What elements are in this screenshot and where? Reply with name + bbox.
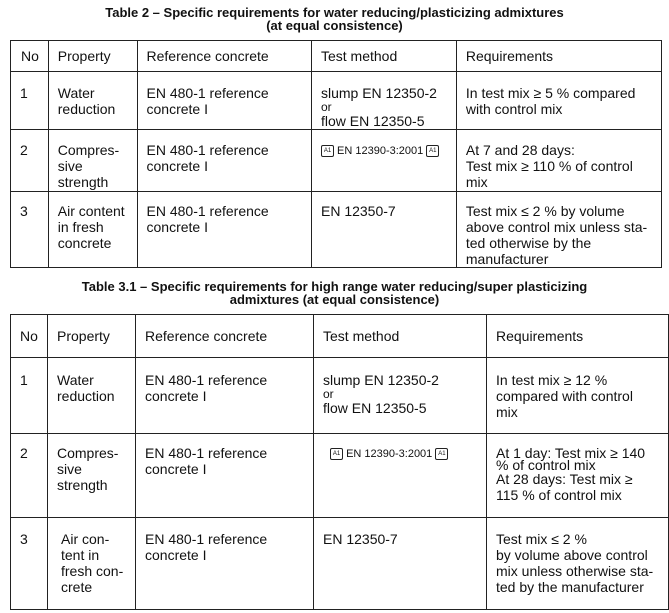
table-row (11, 72, 662, 130)
row-requirements: At 1 day: Test mix ≥ 140 % of control mix At 28 days: Test mix ≥ 115 % of control mix (496, 445, 646, 503)
table31-caption (0, 280, 669, 306)
table-row (11, 358, 669, 434)
row-no: 3 (20, 531, 28, 547)
row-reference: EN 480-1 reference concrete I (146, 142, 269, 174)
row-property: Compres- sive strength (57, 445, 119, 493)
table31-header-reference: Reference concrete (136, 315, 314, 358)
row-requirements: Test mix ≤ 2 % by volume above control mix unless sta- ted otherwise by the manufacturer (465, 203, 648, 267)
table2-header-requirements: Requirements (456, 41, 661, 72)
row-no: 1 (20, 85, 28, 101)
row-reference: EN 480-1 reference concrete I (145, 531, 268, 563)
row-property: Compres- sive strength (57, 142, 120, 190)
row-method: slump EN 12350-2 or flow EN 12350-5 (323, 372, 439, 416)
row-no: 2 (20, 445, 28, 461)
table2-caption-line2: (at equal consistence) (266, 18, 403, 33)
row-requirements: In test mix ≥ 5 % compared with control mix (465, 85, 636, 117)
row-method: EN 12350-7 (320, 203, 396, 219)
row-method: A1 EN 12390-3:2001 A1 (314, 434, 486, 462)
amendment-badge-icon: A1 (426, 145, 439, 157)
table2-caption-line1: Table 2 – Specific requirements for water reducing/plasticizing admixtures (105, 5, 564, 20)
table-row (11, 434, 669, 518)
row-property: Water reduction (57, 372, 115, 404)
table-row (11, 192, 662, 268)
amendment-badge-icon: A1 (435, 448, 448, 460)
row-reference: EN 480-1 reference concrete I (145, 372, 268, 404)
row-requirements: At 7 and 28 days: Test mix ≥ 110 % of control mix (465, 142, 633, 190)
table-row (11, 518, 669, 610)
table31 (10, 314, 669, 610)
table31-caption-line1: Table 3.1 – Specific requirements for high range water reducing/super plasticizing (81, 279, 588, 294)
table2-header-property: Property (48, 41, 137, 72)
row-no: 1 (20, 372, 28, 388)
table31-header-property: Property (48, 315, 136, 358)
row-reference: EN 480-1 reference concrete I (146, 203, 269, 235)
table2-header-reference: Reference concrete (137, 41, 311, 72)
table31-header-method: Test method (314, 315, 487, 358)
table2-header-no: No (11, 41, 49, 72)
table31-header-no: No (11, 315, 48, 358)
table31-header-requirements: Requirements (487, 315, 669, 358)
table2-caption (0, 6, 669, 32)
row-no: 3 (20, 203, 28, 219)
row-property: Air content in fresh concrete (57, 203, 125, 251)
row-reference: EN 480-1 reference concrete I (145, 445, 268, 477)
amendment-badge-icon: A1 (321, 145, 334, 157)
row-method: EN 12350-7 (323, 531, 398, 547)
row-property: Air con- tent in fresh con- crete (61, 531, 124, 595)
table2 (10, 40, 662, 268)
row-requirements: Test mix ≤ 2 % by volume above control mix unless otherwise sta- ted by the manufacturer (496, 531, 654, 595)
row-property: Water reduction (57, 85, 116, 117)
table31-caption-line2: admixtures (at equal consistence) (229, 292, 440, 307)
row-method: A1 EN 12390-3:2001 A1 (312, 130, 456, 159)
row-reference: EN 480-1 reference concrete I (146, 85, 269, 117)
row-requirements: In test mix ≥ 12 % compared with control mix (496, 372, 633, 420)
amendment-badge-icon: A1 (330, 448, 343, 460)
row-method: slump EN 12350-2 or flow EN 12350-5 (320, 85, 437, 129)
row-no: 2 (20, 142, 28, 158)
table2-header-method: Test method (311, 41, 456, 72)
table-row (11, 130, 662, 192)
